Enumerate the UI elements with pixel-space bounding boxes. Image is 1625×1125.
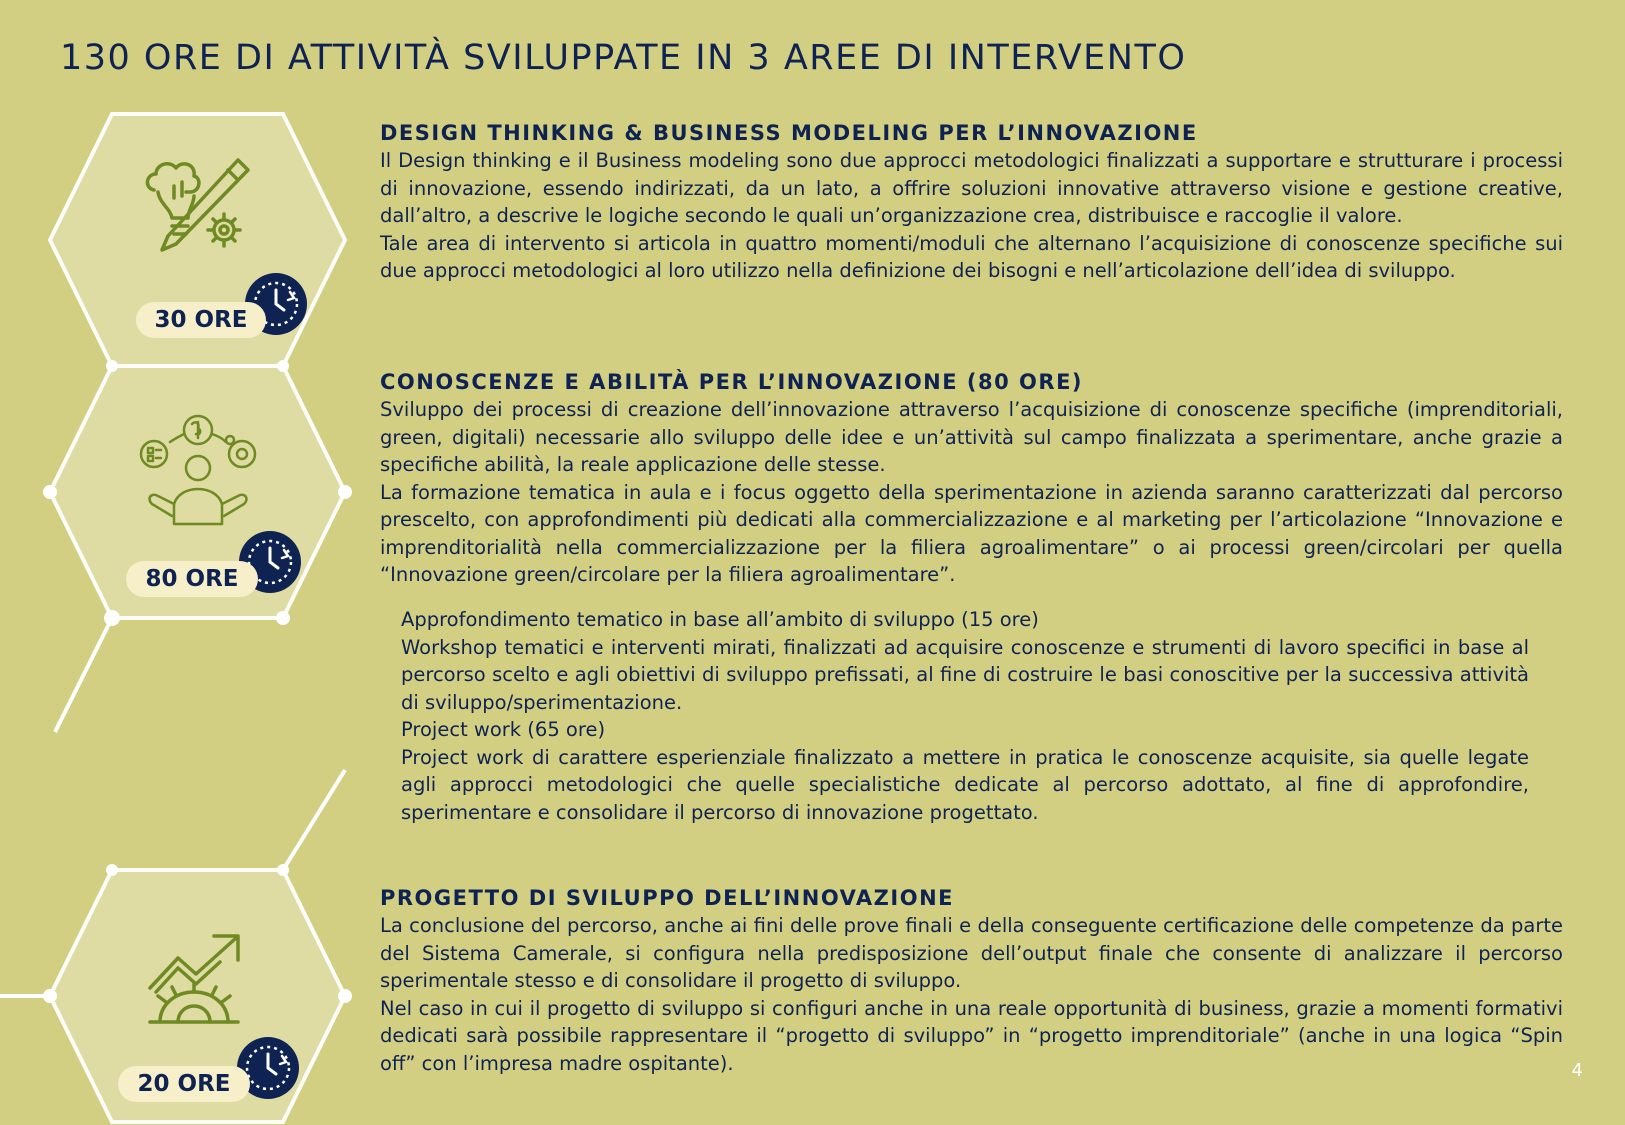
brain-pencil-gear-icon (140, 152, 252, 264)
section-heading: CONOSCENZE E ABILITÀ PER L’INNOVAZIONE (80 ORE) (380, 370, 1084, 394)
section-paragraph: La formazione tematica in aula e i focus oggetto della sperimentazione in azienda saranno caratterizzati dal percorso prescelto, con approfondimenti più dedicati alla commercializzazione e al marketing per l’articolazione “Innovazione e imprenditorialità nella commercializzazione per la filiera agroalimentare” o ai processi green/circolari per quella “Innovazione green/circolare per la filiera agroalimentare”. (380, 480, 1563, 586)
section-heading: PROGETTO DI SVILUPPO DELL’INNOVAZIONE (380, 886, 954, 910)
subitem-title: Approfondimento tematico in base all’ambito di sviluppo (15 ore) (401, 608, 1039, 631)
subitem-title: Project work (65 ore) (401, 718, 606, 741)
person-ideas-icon (138, 412, 258, 528)
growth-chart-gear-icon (146, 932, 246, 1026)
section-paragraph: Il Design thinking e il Business modeling sono due approcci metodologici finalizzati a supportare e strutturare i processi di innovazione, essendo indirizzati, da un lato, a offrire soluzioni innovative attraverso visione e gestione creative, dall’altro, a descrive le logiche secondo le quali un’organizzazione crea, distribuisce e raccoglie il valore. (380, 149, 1563, 227)
page-title: 130 ORE DI ATTIVITÀ SVILUPPATE IN 3 AREE DI INTERVENTO (60, 38, 1187, 78)
section-heading: DESIGN THINKING & BUSINESS MODELING PER L’INNOVAZIONE (380, 121, 1198, 145)
section-progetto-sviluppo (380, 884, 1563, 1077)
section-conoscenze-abilita (380, 368, 1563, 589)
hours-badge-80: 80 ORE (126, 561, 258, 597)
hours-badge-20: 20 ORE (118, 1066, 250, 1102)
section-paragraph: Nel caso in cui il progetto di sviluppo si configuri anche in una reale opportunità di business, grazie a momenti formativi dedicati sarà possibile rappresentare il “progetto di sviluppo” in “progetto imprenditoriale” (anche in una logica “Spin off” con l’impresa madre ospitante). (380, 996, 1563, 1075)
section-paragraph: La conclusione del percorso, anche ai fini delle prove finali e della conseguente certificazione delle competenze da parte del Sistema Camerale, si configura nella predisposizione dell’output finale che consente di analizzare il percorso sperimentale stesso e di consolidare il progetto di sviluppo. (380, 914, 1563, 992)
subitem-text: Workshop tematici e interventi mirati, finalizzati ad acquisire conoscenze e strumenti di lavoro specifici in base al percorso scelto e agli obiettivi di sviluppo prefissati, al fine di costruire le basi conoscitive per la successiva attività di sviluppo/sperimentazione. (401, 635, 1529, 714)
subsection-list (401, 606, 1529, 826)
page-number: 4 (1571, 1060, 1583, 1081)
section-paragraph: Sviluppo dei processi di creazione dell’innovazione attraverso l’acquisizione di conoscenze specifiche (imprenditoriali, green, digitali) necessarie allo sviluppo delle idee e un’attività sul campo finalizzata a sperimentare, anche grazie a specifiche abilità, la reale applicazione delle stesse. (380, 398, 1563, 476)
section-design-thinking (380, 119, 1563, 285)
subitem-text: Project work di carattere esperienziale finalizzato a mettere in pratica le conoscenze acquisite, sia quelle legate agli approcci metodologici che quelle specialistiche dedicate al percorso adottato, al fine di approfondire, sperimentare e consolidare il percorso di innovazione progettato. (401, 745, 1529, 824)
hours-badge-30: 30 ORE (136, 302, 266, 338)
section-paragraph: Tale area di intervento si articola in quattro momenti/moduli che alternano l’acquisizione di conoscenze specifiche sui due approcci metodologici al loro utilizzo nella definizione dei bisogni e nell’articolazione dell’idea di sviluppo. (380, 231, 1563, 282)
